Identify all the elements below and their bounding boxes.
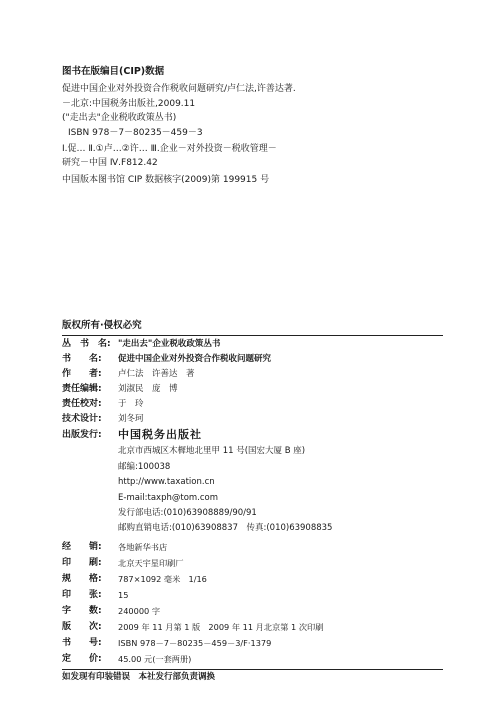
cip-line: 促进中国企业对外投资合作税收问题研究/卢仁法,许善达著. bbox=[62, 84, 296, 94]
publisher-label: 出版发行: bbox=[62, 430, 102, 440]
title-value: 促进中国企业对外投资合作税收问题研究 bbox=[118, 354, 272, 364]
printer-label: 印 刷: bbox=[62, 558, 102, 568]
format-label: 规 格: bbox=[62, 574, 102, 584]
isbn-label: 书 号: bbox=[62, 638, 102, 648]
distributor-value: 各地新华书店 bbox=[118, 542, 168, 552]
price-value: 45.00 元(一套两册) bbox=[118, 654, 192, 664]
author-label: 作 者: bbox=[62, 369, 102, 379]
publisher-mailorder-phone: 邮购直销电话:(010)63908837 传真:(010)63908835 bbox=[118, 523, 333, 533]
format-value: 787×1092 毫米 1/16 bbox=[118, 574, 207, 584]
isbn-value: ISBN 978－7－80235－459－3/F·1379 bbox=[118, 638, 272, 648]
proofreader-label: 责任校对: bbox=[62, 399, 102, 409]
cip-line: －北京:中国税务出版社,2009.11 bbox=[62, 99, 196, 109]
publisher-website: http://www.taxation.cn bbox=[118, 477, 215, 487]
author-value: 卢仁法 许善达 著 bbox=[118, 369, 195, 379]
proofreader-value: 于 玲 bbox=[118, 399, 144, 409]
publisher-postcode: 邮编:100038 bbox=[118, 462, 171, 472]
publisher-logo: 中国税务出版社 bbox=[118, 428, 202, 441]
cip-class-line: Ⅰ.促… Ⅱ.①卢…②许… Ⅲ.企业－对外投资－税收管理－ bbox=[62, 144, 277, 154]
cip-line: ("走出去"企业税收政策丛书) bbox=[62, 113, 177, 123]
editor-label: 责任编辑: bbox=[62, 384, 102, 394]
bottom-divider bbox=[62, 669, 443, 670]
top-divider bbox=[62, 335, 443, 336]
printer-value: 北京天宇星印刷厂 bbox=[118, 558, 184, 568]
cip-class-line: 研究－中国 Ⅳ.F812.42 bbox=[62, 158, 158, 168]
publisher-address: 北京市西城区木樨地北里甲 11 号(国宏大厦 B 座) bbox=[118, 446, 306, 456]
copyright-notice: 版权所有·侵权必究 bbox=[62, 320, 142, 331]
sheets-label: 印 张: bbox=[62, 590, 102, 600]
footer-notice: 如发现有印装错误 本社发行部负责调换 bbox=[62, 672, 216, 682]
publisher-sales-phone: 发行部电话:(010)63908889/90/91 bbox=[118, 508, 257, 518]
edition-value: 2009 年 11 月第 1 版 2009 年 11 月北京第 1 次印刷 bbox=[118, 622, 324, 632]
wordcount-value: 240000 字 bbox=[118, 606, 161, 616]
series-label: 丛 书 名: bbox=[62, 339, 111, 349]
cip-heading: 图书在版编目(CIP)数据 bbox=[62, 66, 165, 77]
distributor-label: 经 销: bbox=[62, 542, 102, 552]
editor-value: 刘淑民 庞 博 bbox=[118, 384, 178, 394]
designer-value: 刘冬珂 bbox=[118, 414, 144, 424]
series-value: "走出去"企业税收政策丛书 bbox=[118, 339, 221, 349]
cip-isbn: ISBN 978－7－80235－459－3 bbox=[68, 128, 203, 138]
wordcount-label: 字 数: bbox=[62, 606, 102, 616]
cip-record-number: 中国版本图书馆 CIP 数据核字(2009)第 199915 号 bbox=[62, 175, 270, 185]
publisher-email: E-mail:taxph@tom.com bbox=[118, 493, 219, 503]
edition-label: 版 次: bbox=[62, 622, 102, 632]
title-label: 书 名: bbox=[62, 354, 102, 364]
sheets-value: 15 bbox=[118, 590, 129, 600]
price-label: 定 价: bbox=[62, 654, 102, 664]
designer-label: 技术设计: bbox=[62, 414, 102, 424]
